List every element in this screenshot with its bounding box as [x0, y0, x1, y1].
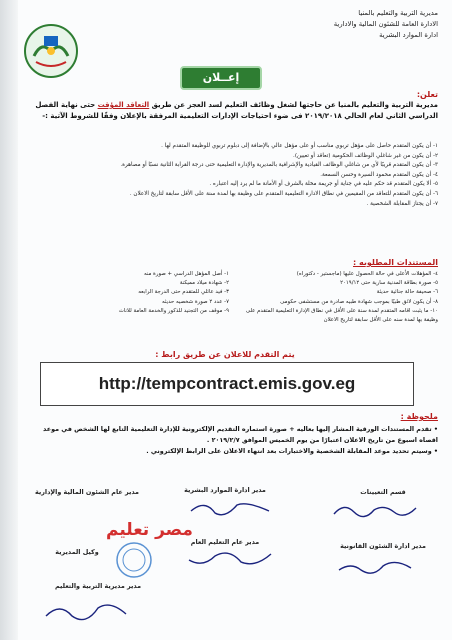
documents-column-left: [237, 270, 438, 325]
condition-item: ٣- أن يكون المتقدم قريبًا لأي من شاغلي الوظائف القيادية والإشرافية بالمديرية والإدارة التعليمية حتى درجة القرابة الثانية نسبًا أو مصاهرة.: [120, 162, 438, 169]
letterhead-line-2: الادارة العامة للشئون المالية والادارية: [333, 20, 438, 28]
documents-heading: المستندات المطلوبه :: [353, 258, 438, 267]
handwritten-signature-icon: [335, 556, 415, 578]
handwritten-signature-icon: [185, 497, 275, 519]
notes-heading: ملحوظة :: [400, 412, 438, 421]
document-item: ٧- عدد ٢ صورة شخصيه حديثه: [162, 298, 229, 305]
document-item: ٢- شهادة ميلاد مميكنة: [179, 280, 229, 287]
document-item: ٥- صورة بطاقة المدنية سارية حتى ٢٠١٩/١٢: [340, 280, 438, 287]
signature-ed-directorate: مدير مديرية التربية والتعليم: [54, 582, 142, 590]
documents-list: [28, 270, 438, 325]
note-item: • وسيتم تحديد موعد المقابلة الشخصية والاختبارات بعد انتهاء الاعلان على الرابط الإلكتروني .: [146, 447, 438, 455]
signature-appointments: قسم التعيينات: [360, 488, 406, 496]
signature-deputy: وكيل المديرية: [55, 548, 99, 556]
apply-note: يتم التقدم للاعلان عن طريق رابط :: [155, 350, 295, 359]
notes-list: [28, 424, 438, 457]
announcement-heading: تعلن:: [416, 90, 438, 99]
condition-item: ٢- أن يكون من غير شاغلي الوظائف الحكومية (تعاقد أو تعيين).: [293, 152, 438, 159]
condition-item: ٥- ألا يكون المتقدم قد حكم عليه في جناية أو جريمة مخلة بالشرف أو الأمانة ما لم يرد إليه اعتباره .: [209, 181, 438, 188]
document-item: ٤- المؤهلات الأعلى في حالة الحصول عليها (ماجستير - دكتوراه): [296, 271, 438, 277]
letterhead-line-3: ادارة الموارد البشرية: [379, 31, 438, 39]
letterhead: [268, 8, 438, 41]
condition-item: ٦- أن يكون المتقدم للتعاقد من المقيمين في نطاق الادارة التعليمية المتقدم على وظيفة بها لمدة سنة على الأقل سابقة لتاريخ الاعلان .: [129, 190, 438, 197]
signature-finance-director: مدير عام الشئون المالية والإدارية: [34, 488, 140, 496]
conditions-list: [28, 142, 438, 209]
handwritten-signature-icon: [40, 598, 130, 626]
handwritten-signature-icon: [185, 548, 275, 570]
page-title: إعــلان: [180, 66, 262, 90]
page-fold-shadow: [0, 0, 18, 640]
application-url-link[interactable]: http://tempcontract.emis.gov.eg: [40, 362, 414, 406]
document-item: ١- أصل المؤهل الدراسي + صورة منه: [143, 271, 229, 277]
document-item: ١٠- ما يثبت اقامه المتقدم لمدة سنة على الأقل في نطاق الإدارة التعليمية المتقدم على وظيفة بها لمدة سنه على الأقل سابقة لتاريخ الاعلان: [245, 307, 438, 324]
condition-item: ١- أن يكون المتقدم حاصل على مؤهل تربوي مناسب أو على مؤهل عالي بالإضافة إلى دبلوم تربوي للوظيفة المتقدم لها .: [161, 143, 438, 149]
letterhead-line-1: مديرية التربية والتعليم بالمنيا: [358, 9, 438, 17]
document-item: ٨- أن يكون لائق طبيًا بموجب شهادة طبيه صادرة من مستشفى حكومى: [280, 298, 438, 305]
document-item: ٣- فيد عائلي للمتقدم حتى الدرجة الرابعه: [138, 289, 229, 296]
documents-column-right: [28, 270, 229, 325]
signature-general-ed-director: مدير عام التعليم العام: [190, 538, 260, 546]
handwritten-signature-icon: [330, 498, 420, 520]
official-stamp-icon: [114, 540, 154, 580]
note-item: • تقدم المستندات الورقية المشار إليها بعاليه + صورة استماره التقديم الإلكترونية للإدارة التعليمية التابع لها الشخص في موعد اقصاه اسبوع من تاريخ الاعلان اعتبارًا من يوم الخميس الموافق ٢٠١٩/٢/٧ .: [43, 425, 438, 444]
ministry-logo-icon: [22, 22, 80, 80]
intro-part-b: حتى نهاية الفصل الدراسي الثاني لعام الحالي ٢٠١٩/٢٠١٨ فى ضوء احتياجات الإدارات التعليمية المرفقة بالإعلان وفقًا للشروط الآتية :-: [35, 101, 438, 120]
signature-legal-director: مدير ادارة الشئون القانونية: [340, 542, 426, 550]
announcement-intro: [20, 100, 438, 122]
intro-contract: التعاقد المؤقت: [97, 101, 150, 109]
watermark-brand: مصر تعليم: [106, 520, 193, 540]
condition-item: ٧- أن يجتاز المقابلة الشخصية .: [366, 200, 438, 207]
condition-item: ٤- أن يكون المتقدم محمود السيرة وحسن السمعة.: [320, 171, 438, 178]
document-item: ٩- موقف من التجنيد للذكور والخدمة العامة للاناث: [118, 307, 229, 314]
intro-part-a: مديرية التربية والتعليم بالمنيا عن حاجتها لشغل وظائف التعليم لسد العجز عن طريق: [151, 101, 438, 109]
signature-hr-director: مدير ادارة الموارد البشرية: [184, 486, 266, 494]
document-item: ٦- صحيفة حالة جنائية حديثة: [376, 289, 438, 296]
